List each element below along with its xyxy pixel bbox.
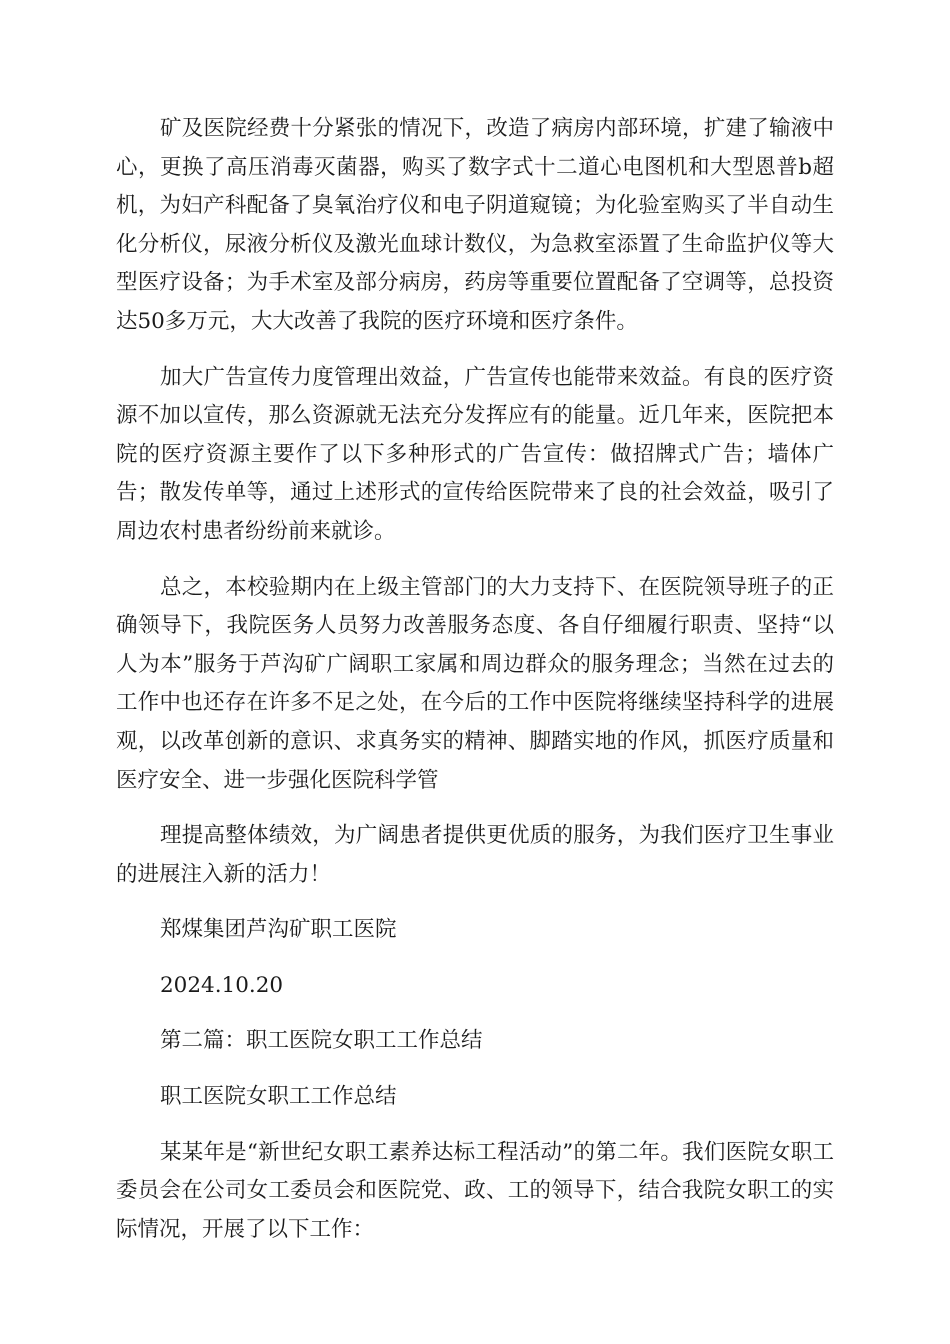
paragraph-summary: 总之，本校验期内在上级主管部门的大力支持下、在医院领导班子的正确领导下，我院医务人员努力改善服务态度、各自仔细履行职责、坚持“以人为本”服务于芦沟矿广阔职工家属和周边群众的服务理念；当然在过去的工作中也还存在许多不足之处，在今后的工作中医院将继续坚持科学的进展观，以改革创新的意识、求真务实的精神、脚踏实地的作风，抓医疗质量和医疗安全、进一步强化医院科学管	[116, 574, 834, 793]
document-body	[116, 110, 834, 1249]
paragraph-equipment-investment: 矿及医院经费十分紧张的情况下，改造了病房内部环境，扩建了输液中心，更换了高压消毒灭菌器，购买了数字式十二道心电图机和大型恩普b超机，为妇产科配备了臭氧治疗仪和电子阴道窥镜；为化验室购买了半自动生化分析仪，尿液分析仪及激光血球计数仪，为急救室添置了生命监护仪等大型医疗设备；为手术室及部分病房，药房等重要位置配备了空调等，总投资达50多万元，大大改善了我院的医疗环境和医疗条件。	[116, 116, 834, 334]
paragraph-women-workers-intro: 某某年是“新世纪女职工素养达标工程活动”的第二年。我们医院女职工委员会在公司女工委员会和医院党、政、工的领导下，结合我院女职工的实际情况，开展了以下工作：	[116, 1139, 834, 1242]
document-title: 职工医院女职工工作总结	[160, 1084, 397, 1110]
paragraph-conclusion: 理提高整体绩效，为广阔患者提供更优质的服务，为我们医疗卫生事业的进展注入新的活力！	[116, 823, 834, 887]
signature-date: 2024.10.20	[160, 972, 284, 998]
signature-organization: 郑煤集团芦沟矿职工医院	[160, 917, 397, 943]
paragraph-advertising: 加大广告宣传力度管理出效益，广告宣传也能带来效益。有良的医疗资源不加以宣传，那么资源就无法充分发挥应有的能量。近几年来，医院把本院的医疗资源主要作了以下多种形式的广告宣传：做招牌式广告；墙体广告；散发传单等，通过上述形式的宣传给医院带来了良的社会效益，吸引了周边农村患者纷纷前来就诊。	[116, 364, 834, 544]
part-heading: 第二篇：职工医院女职工工作总结	[160, 1028, 483, 1054]
